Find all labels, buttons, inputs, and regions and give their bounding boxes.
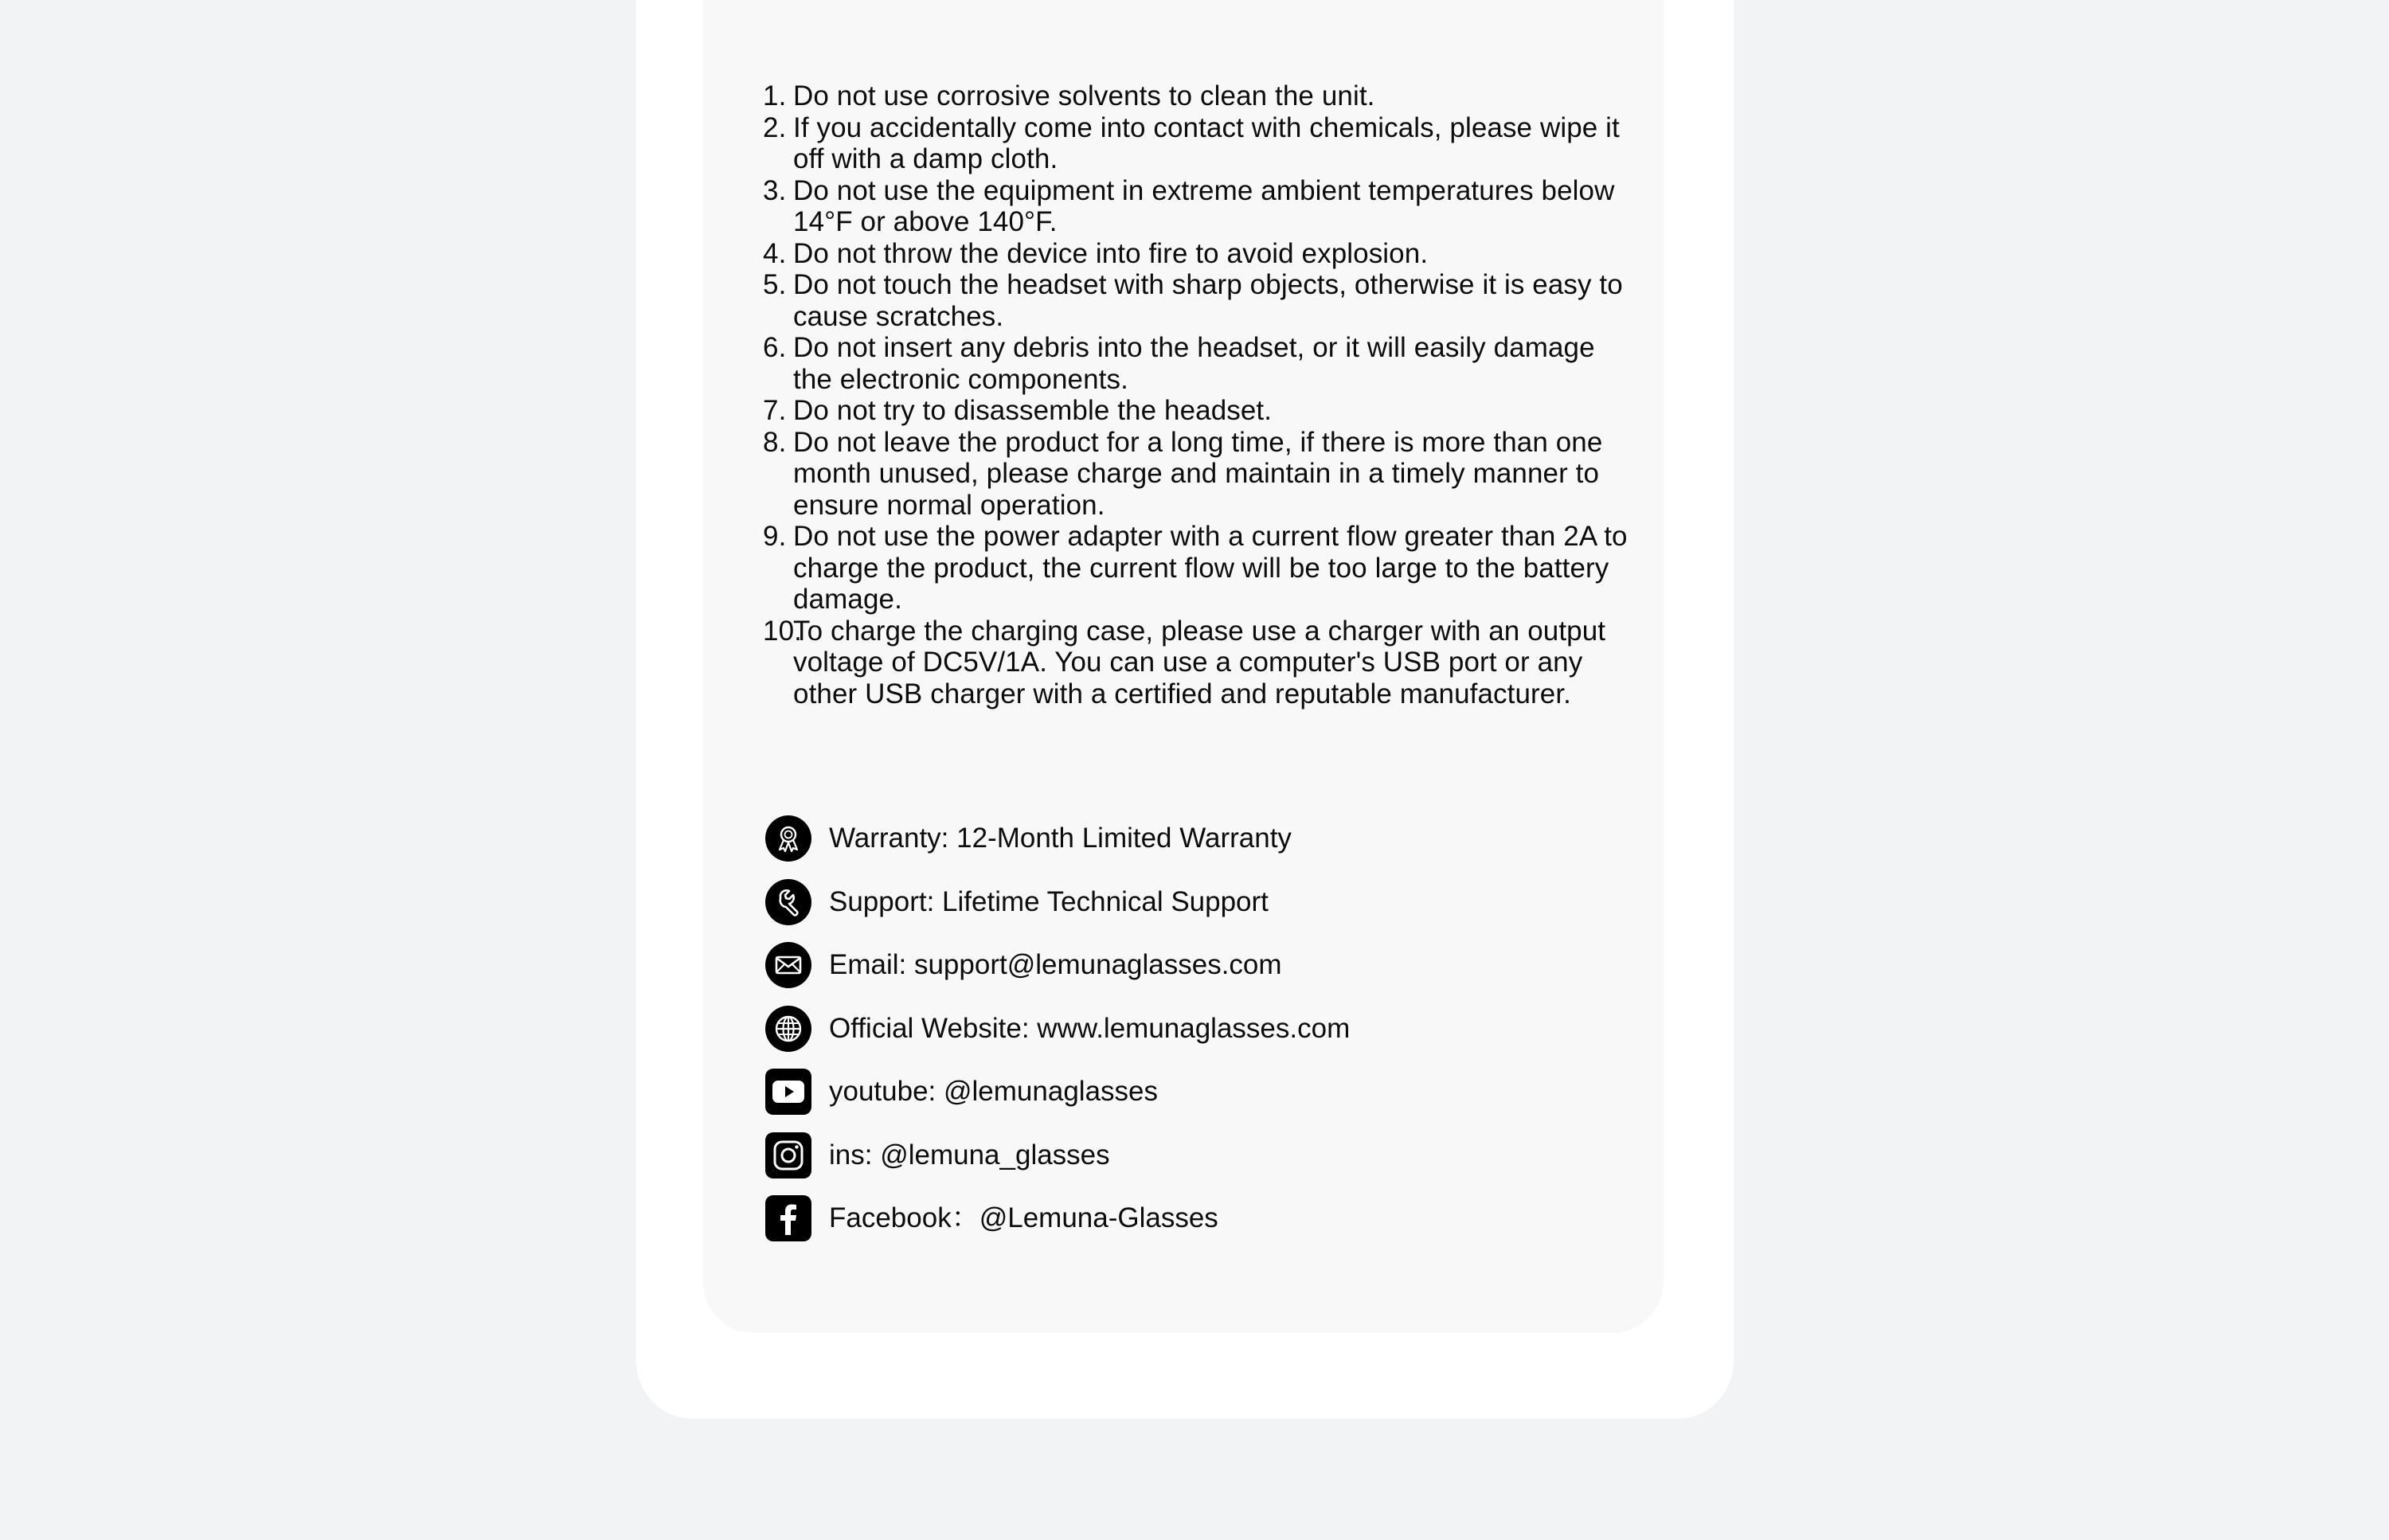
award-ribbon-icon (765, 815, 811, 862)
instruction-number: 8. (763, 426, 787, 458)
website-row[interactable] (765, 1006, 1641, 1052)
instruction-text: Do not touch the headset with sharp objects, otherwise it is easy to cause scratches. (793, 269, 1623, 332)
facebook-link[interactable]: Facebook：@Lemuna-Glasses (829, 1202, 1218, 1233)
youtube-icon (765, 1069, 811, 1115)
instruction-item (763, 427, 1639, 522)
instruction-item (763, 616, 1639, 710)
youtube-link[interactable]: youtube: @lemunaglasses (829, 1076, 1158, 1107)
warranty-text: Warranty: 12-Month Limited Warranty (829, 823, 1292, 854)
contact-info-list (765, 815, 1641, 1259)
email-row[interactable] (765, 942, 1641, 988)
instruction-text: If you accidentally come into contact with chemicals, please wipe it off with a damp cloth. (793, 111, 1620, 174)
instruction-number: 7. (763, 395, 787, 426)
instagram-icon (765, 1132, 811, 1178)
instruction-text: Do not use corrosive solvents to clean the unit. (793, 80, 1375, 111)
instruction-number: 3. (763, 174, 787, 206)
instagram-row[interactable] (765, 1132, 1641, 1178)
wrench-icon (765, 879, 811, 925)
instagram-link[interactable]: ins: @lemuna_glasses (829, 1139, 1110, 1171)
instruction-text: Do not try to disassemble the headset. (793, 395, 1273, 426)
instruction-number: 4. (763, 237, 787, 269)
instruction-number: 10. (763, 615, 802, 647)
care-instructions-list (763, 80, 1639, 709)
instruction-number: 1. (763, 80, 787, 111)
instruction-item (763, 112, 1639, 175)
instruction-text: To charge the charging case, please use a charger with an output voltage of DC5V/1A. You can use a computer's USB port or any other USB charger with a certified and reputable manufacturer. (793, 615, 1606, 709)
warranty-row (765, 815, 1641, 862)
instruction-item (763, 80, 1639, 112)
instruction-number: 2. (763, 111, 787, 143)
facebook-row[interactable] (765, 1195, 1641, 1241)
instruction-number: 9. (763, 521, 787, 552)
support-row (765, 879, 1641, 925)
instruction-text: Do not throw the device into fire to avoid explosion. (793, 237, 1429, 269)
instruction-item (763, 175, 1639, 238)
instruction-text: Do not insert any debris into the headset, or it will easily damage the electronic components. (793, 332, 1595, 395)
instruction-item (763, 269, 1639, 332)
email-link[interactable]: Email: support@lemunaglasses.com (829, 949, 1282, 980)
youtube-row[interactable] (765, 1069, 1641, 1115)
facebook-icon (765, 1195, 811, 1241)
instruction-number: 5. (763, 269, 787, 300)
instruction-number: 6. (763, 332, 787, 363)
instruction-item (763, 395, 1639, 427)
instruction-text: Do not leave the product for a long time, if there is more than one month unused, please charge and maintain in a timely manner to ensure normal operation. (793, 426, 1603, 521)
instruction-item (763, 238, 1639, 270)
globe-icon (765, 1006, 811, 1052)
instruction-item (763, 521, 1639, 616)
instruction-item (763, 332, 1639, 395)
website-link[interactable]: Official Website: www.lemunaglasses.com (829, 1012, 1351, 1044)
support-text: Support: Lifetime Technical Support (829, 885, 1269, 917)
envelope-icon (765, 942, 811, 988)
instruction-text: Do not use the equipment in extreme ambient temperatures below 14°F or above 140°F. (793, 174, 1615, 237)
instruction-text: Do not use the power adapter with a current flow greater than 2A to charge the product, the current flow will be too large to the battery damage. (793, 521, 1628, 615)
